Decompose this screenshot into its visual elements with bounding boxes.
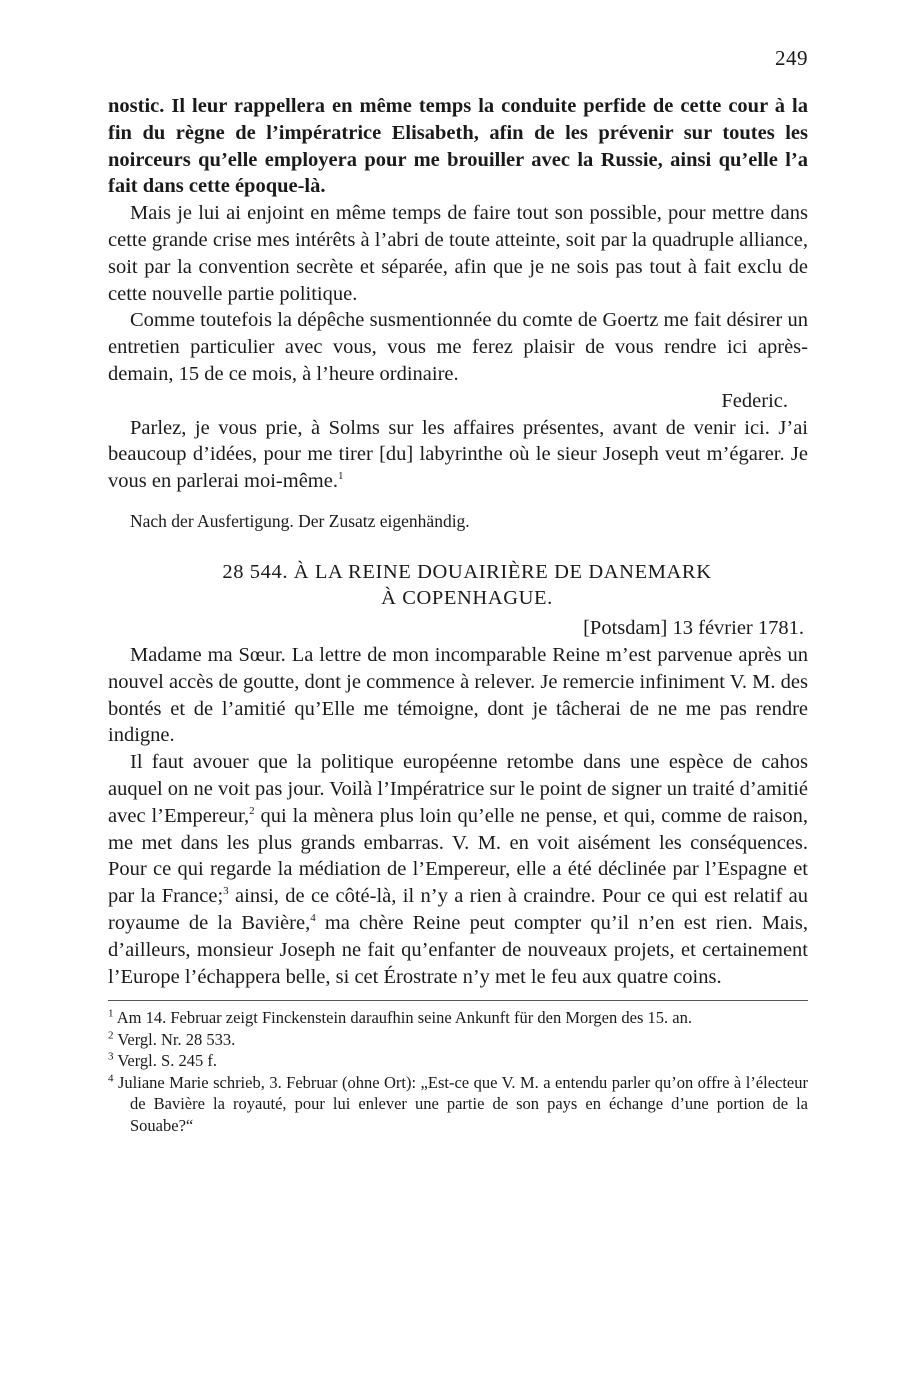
paragraph-6-part-c: ainsi, de ce côté-là, il n’y a rien à craindre. Pour ce qui est relatif au royaume de la Bavière, xyxy=(108,885,808,934)
footnote-text: Juliane Marie schrieb, 3. Februar (ohne Ort): „Est-ce que V. M. a entendu parler qu’on offre à l’électeur de Bavière la royauté, pour lui enlever une partie de son pays en échange d’une portion de la Souabe?“ xyxy=(117,1072,808,1135)
signature: Federic. xyxy=(721,389,788,412)
footnote-ref-1: 1 xyxy=(337,470,344,483)
heading-line-1: 28 544. À LA REINE DOUAIRIÈRE DE DANEMARK xyxy=(222,560,712,583)
page-number: 249 xyxy=(775,46,808,70)
paragraph-6-part-b: qui la mènera plus loin qu’elle ne pense, et qui, comme de raison, me met dans les plus grands embarras. V. M. en voit aisément les conséquences. Pour ce qui regarde la médiation de l’Empereur, elle a été déclinée par l’Espagne et par la France; xyxy=(108,804,808,908)
paragraph-6-part-a: Il faut avouer que la politique européenne retombe dans une espèce de cahos auquel on ne voit pas jour. Voilà l’Impératrice sur le point de signer un traité d’amitié avec l’Empereur, xyxy=(108,751,808,827)
footnote-divider xyxy=(108,1000,808,1001)
footnote-ref-4: 4 xyxy=(310,912,316,925)
footnote xyxy=(108,1072,808,1137)
footnote-text: Am 14. Februar zeigt Finckenstein daraufhin seine Ankunft für den Morgen des 15. an. xyxy=(116,1008,692,1028)
paragraph-4 xyxy=(108,415,808,495)
footnote-ref-3: 3 xyxy=(223,885,229,898)
paragraph-5: Madame ma Sœur. La lettre de mon incomparable Reine m’est parvenue après un nouvel accès de goutte, dont je commence à relever. Je remercie infiniment V. M. des bontés et de l’amitié qu’Elle me témoigne, dont je tâcherai de ne me pas rendre indigne. xyxy=(108,643,808,747)
footnote-mark: 1 xyxy=(108,1007,114,1020)
letter-heading xyxy=(108,559,808,611)
page-body xyxy=(108,93,808,1136)
heading-line-2: À COPENHAGUE. xyxy=(381,586,553,609)
footnote-ref-2: 2 xyxy=(249,804,255,817)
paragraph-2: Mais je lui ai enjoint en même temps de faire tout son possible, pour mettre dans cette grande crise mes intérêts à l’abri de toute atteinte, soit par la quadruple alliance, soit par la convention secrète et séparée, afin que je ne sois pas tout à fait exclu de cette nouvelle partie politique. xyxy=(108,202,808,305)
footnote xyxy=(108,1007,808,1029)
paragraph-1: nostic. Il leur rappellera en même temps la conduite perfide de cette cour à la fin du règne de l’impératrice Elisabeth, afin de les prévenir sur toutes les noirceurs qu’elle employera pour me brouiller avec la Russie, ainsi qu’elle l’a fait dans cette époque-là. xyxy=(108,95,808,198)
footnote xyxy=(108,1050,808,1072)
letter-date: [Potsdam] 13 février 1781. xyxy=(583,616,804,639)
footnote-mark: 2 xyxy=(108,1029,114,1042)
footnote-text: Vergl. Nr. 28 533. xyxy=(117,1029,236,1049)
footnote-mark: 4 xyxy=(108,1072,114,1085)
paragraph-4-text: Parlez, je vous prie, à Solms sur les affaires présentes, avant de venir ici. J’ai beaucoup d’idées, pour me tirer [du] labyrinthe où le sieur Joseph veut m’égarer. Je vous en parlerai moi-même. xyxy=(108,416,808,493)
footnote-text: Vergl. S. 245 f. xyxy=(117,1051,217,1071)
footnote-mark: 3 xyxy=(108,1050,114,1063)
footnotes xyxy=(108,1007,808,1136)
source-note: Nach der Ausfertigung. Der Zusatz eigenhändig. xyxy=(130,510,470,531)
paragraph-6 xyxy=(108,749,808,990)
footnote xyxy=(108,1029,808,1051)
paragraph-6-part-d: ma chère Reine peut compter qu’il n’en est rien. Mais, d’ailleurs, monsieur Joseph ne fait qu’enfanter de nouveaux projets, et certainement l’Europe l’échappera belle, si cet Érostrate n’y met le feu aux quatre coins. xyxy=(108,911,808,988)
paragraph-3: Comme toutefois la dépêche susmentionnée du comte de Goertz me fait désirer un entretien particulier avec vous, vous me ferez plaisir de vous rendre ici après-demain, 15 de ce mois, à l’heure ordinaire. xyxy=(108,309,808,385)
